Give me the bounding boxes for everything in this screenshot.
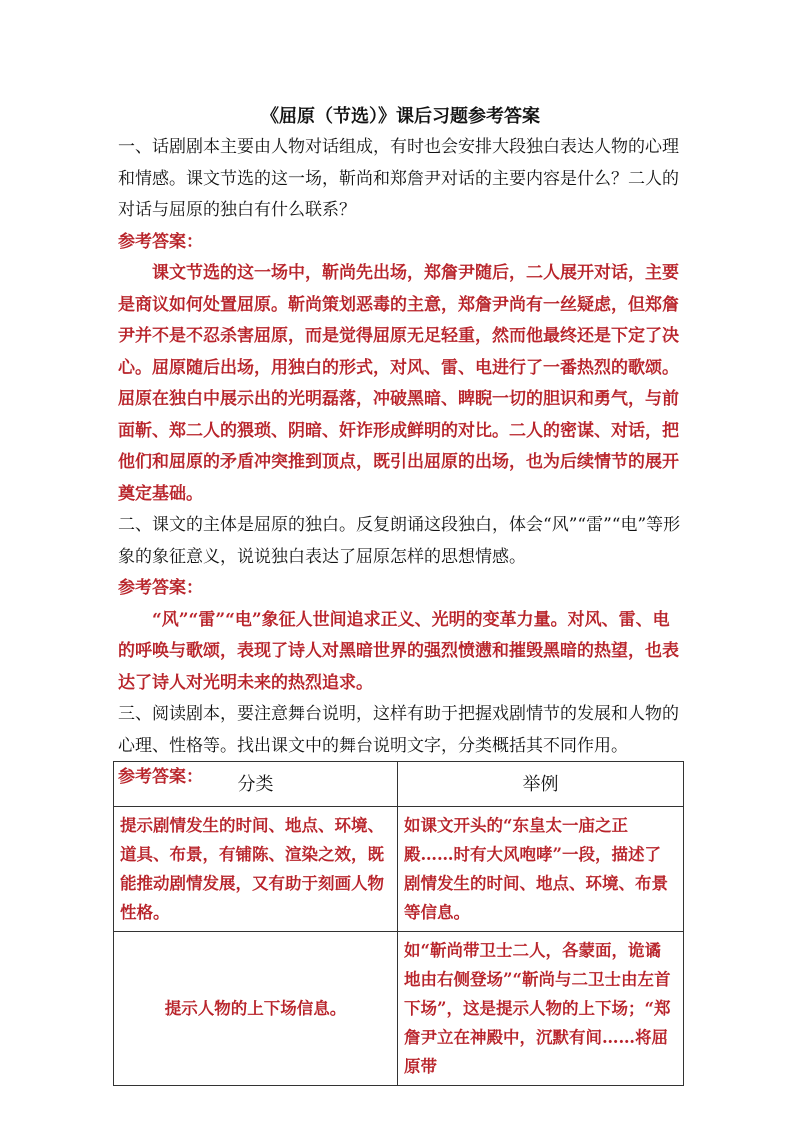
table-header-example: 举例 xyxy=(398,762,684,807)
document-body xyxy=(118,104,683,794)
table-cell-category: 提示剧情发生的时间、地点、环境、道具、布景，有铺陈、渲染之效，既能推动剧情发展，又有助于刻画人物性格。 xyxy=(114,807,398,932)
answer-2: “风”“雷”“电”象征人世间追求正义、光明的变革力量。对风、雷、电的呼唤与歌颂，表现了诗人对黑暗世界的强烈愤懑和摧毁黑暗的热望，也表达了诗人对光明未来的热烈追求。 xyxy=(118,609,679,693)
question-2: 二、课文的主体是屈原的独白。反复朗诵这段独白，体会“风”“雷”“电”等形象的象征意义，说说独白表达了屈原怎样的思想情感。 xyxy=(118,515,681,567)
table-row xyxy=(114,932,684,1086)
table-row xyxy=(114,807,684,932)
table-cell-category: 提示人物的上下场信息。 xyxy=(114,932,398,1086)
document-title: 《屈原（节选）》课后习题参考答案 xyxy=(261,106,540,127)
answer-label-2: 参考答案： xyxy=(118,578,203,598)
stage-direction-table xyxy=(113,761,684,1086)
table-header-category: 分类 xyxy=(114,762,398,807)
answer-1: 课文节选的这一场中，靳尚先出场，郑詹尹随后，二人展开对话，主要是商议如何处置屈原。靳尚策划恶毒的主意，郑詹尹尚有一丝疑虑，但郑詹尹并不是不忍杀害屈原，而是觉得屈原无足轻重，然而他最终还是下定了决心。屈原随后出场，用独白的形式，对风、雷、电进行了一番热烈的歌颂。屈原在独白中展示出的光明磊落，冲破黑暗、睥睨一切的胆识和勇气，与前面靳、郑二人的猥琐、阴暗、奸诈形成鲜明的对比。二人的密谋、对话，把他们和屈原的矛盾冲突推到顶点，既引出屈原的出场，也为后续情节的展开奠定基础。 xyxy=(118,263,679,504)
answer-label-1: 参考答案： xyxy=(118,231,203,252)
answer-label-3: 参考答案： xyxy=(118,767,203,787)
table-header-row xyxy=(114,762,684,807)
table-cell-example: 如课文开头的“东皇太一庙之正殿……时有大风咆哮”一段，描述了剧情发生的时间、地点、环境、布景等信息。 xyxy=(398,807,684,932)
table-cell-example: 如“靳尚带卫士二人，各蒙面，诡谲地由右侧登场”“靳尚与二卫士由左首下场”，这是提示人物的上下场；“郑詹尹立在神殿中，沉默有间……将屈原带 xyxy=(398,932,684,1086)
question-3: 三、阅读剧本，要注意舞台说明，这样有助于把握戏剧情节的发展和人物的心理、性格等。找出课文中的舞台说明文字，分类概括其不同作用。 xyxy=(118,704,679,756)
question-1: 一、话剧剧本主要由人物对话组成，有时也会安排大段独白表达人物的心理和情感。课文节选的这一场，靳尚和郑詹尹对话的主要内容是什么？二人的对话与屈原的独白有什么联系？ xyxy=(118,137,679,220)
